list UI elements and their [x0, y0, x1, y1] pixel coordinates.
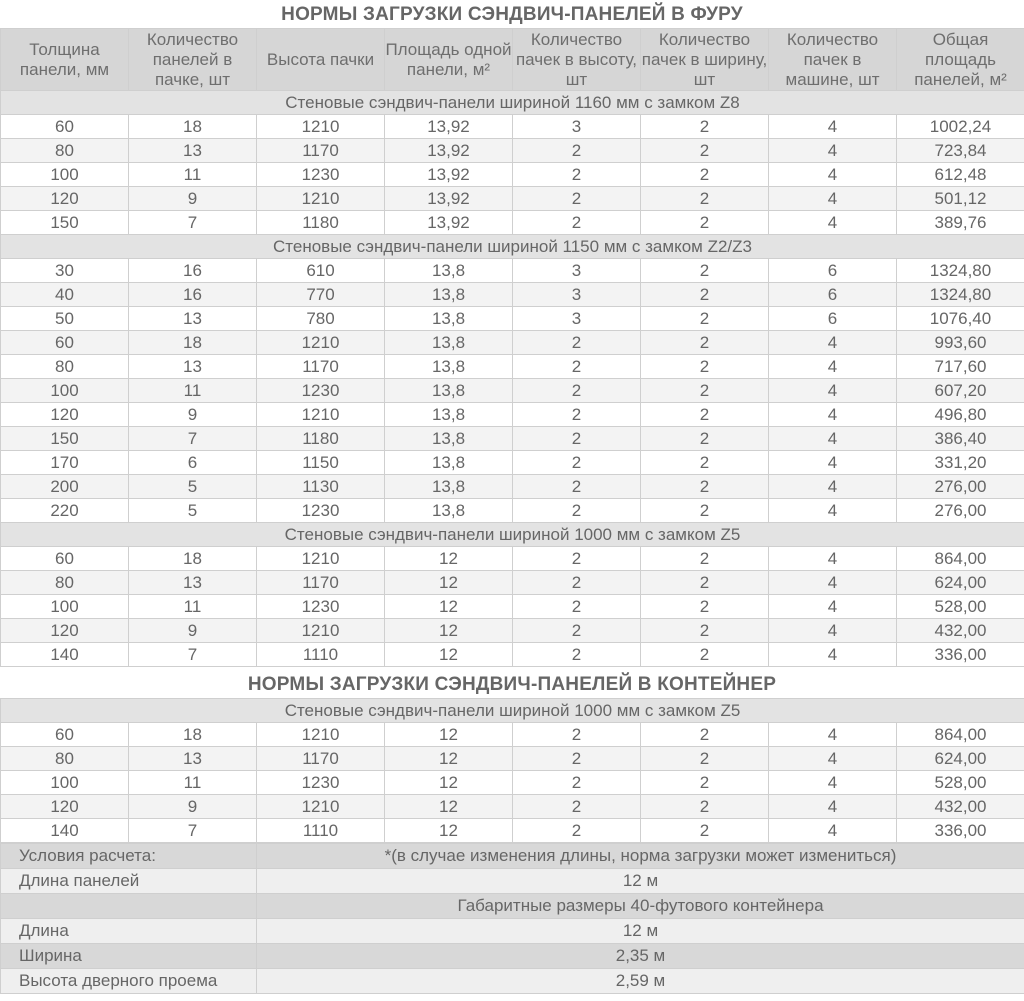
table-cell: 4: [769, 139, 897, 163]
table-cell: 2: [641, 595, 769, 619]
header-thickness: Толщина панели, мм: [1, 29, 129, 91]
table-cell: 4: [769, 427, 897, 451]
table-cell: 13,8: [385, 451, 513, 475]
header-row: [1, 29, 1024, 91]
section-title: Стеновые сэндвич-панели шириной 1000 мм с замком Z5: [1, 523, 1024, 547]
table-cell: 2: [513, 595, 641, 619]
table-cell: 2: [513, 475, 641, 499]
table-cell: 2: [513, 499, 641, 523]
table-cell: 16: [129, 259, 257, 283]
header-total-area: Общая площадь панелей, м²: [897, 29, 1024, 91]
table-cell: 723,84: [897, 139, 1024, 163]
conditions-row: [1, 894, 1024, 919]
table-cell: 624,00: [897, 571, 1024, 595]
table-cell: 3: [513, 307, 641, 331]
table-cell: 4: [769, 747, 897, 771]
conditions-row: [1, 869, 1024, 894]
table-cell: 2: [641, 259, 769, 283]
table-cell: 528,00: [897, 595, 1024, 619]
table-cell: 2: [513, 747, 641, 771]
table-cell: 1110: [257, 643, 385, 667]
table-cell: 1210: [257, 403, 385, 427]
condition-value: Габаритные размеры 40-футового контейнера: [257, 894, 1024, 919]
table-cell: 2: [641, 163, 769, 187]
table-cell: 1210: [257, 723, 385, 747]
table-cell: 4: [769, 819, 897, 843]
table-cell: 2: [513, 163, 641, 187]
table-cell: 13,92: [385, 139, 513, 163]
truck-table-row: [1, 643, 1024, 667]
table-cell: 80: [1, 747, 129, 771]
table-cell: 12: [385, 595, 513, 619]
table-cell: 170: [1, 451, 129, 475]
table-cell: 7: [129, 427, 257, 451]
table-cell: 2: [641, 115, 769, 139]
table-cell: 4: [769, 475, 897, 499]
table-cell: 276,00: [897, 475, 1024, 499]
table-cell: 2: [513, 643, 641, 667]
table-cell: 993,60: [897, 331, 1024, 355]
table-cell: 16: [129, 283, 257, 307]
table-cell: 1076,40: [897, 307, 1024, 331]
truck-table-row: [1, 427, 1024, 451]
table-cell: 1210: [257, 619, 385, 643]
table-cell: 1230: [257, 379, 385, 403]
table-cell: 2: [641, 451, 769, 475]
truck-table: [0, 28, 1024, 667]
truck-table-row: [1, 595, 1024, 619]
table-cell: 4: [769, 331, 897, 355]
table-cell: 12: [385, 643, 513, 667]
table-cell: 1150: [257, 451, 385, 475]
table-cell: 1324,80: [897, 283, 1024, 307]
table-cell: 12: [385, 547, 513, 571]
condition-label: Длина панелей: [1, 869, 257, 894]
table-cell: 18: [129, 331, 257, 355]
table-cell: 40: [1, 283, 129, 307]
table-cell: 3: [513, 115, 641, 139]
table-cell: 2: [641, 283, 769, 307]
truck-table-body: [1, 91, 1024, 667]
condition-value: 2,35 м: [257, 944, 1024, 969]
header-pack-height: Высота пачки: [257, 29, 385, 91]
table-cell: 150: [1, 211, 129, 235]
condition-label: [1, 894, 257, 919]
table-cell: 4: [769, 547, 897, 571]
table-cell: 12: [385, 795, 513, 819]
table-cell: 2: [513, 571, 641, 595]
section-row: [1, 91, 1024, 115]
table-cell: 2: [513, 331, 641, 355]
table-cell: 13,8: [385, 475, 513, 499]
table-cell: 528,00: [897, 771, 1024, 795]
table-cell: 1210: [257, 187, 385, 211]
table-cell: 5: [129, 475, 257, 499]
table-cell: 12: [385, 819, 513, 843]
table-cell: 2: [513, 379, 641, 403]
conditions-row: [1, 844, 1024, 869]
table-cell: 4: [769, 643, 897, 667]
table-cell: 2: [641, 771, 769, 795]
table-cell: 3: [513, 283, 641, 307]
conditions-row: [1, 944, 1024, 969]
table-cell: 60: [1, 723, 129, 747]
table-cell: 80: [1, 139, 129, 163]
truck-table-row: [1, 331, 1024, 355]
table-cell: 4: [769, 771, 897, 795]
table-cell: 276,00: [897, 499, 1024, 523]
table-cell: 1210: [257, 795, 385, 819]
table-cell: 4: [769, 163, 897, 187]
table-cell: 1130: [257, 475, 385, 499]
table-cell: 1324,80: [897, 259, 1024, 283]
table-cell: 2: [641, 307, 769, 331]
table-cell: 12: [385, 619, 513, 643]
table-cell: 1210: [257, 547, 385, 571]
table-cell: 13: [129, 355, 257, 379]
table-cell: 2: [641, 819, 769, 843]
table-cell: 2: [641, 795, 769, 819]
table-cell: 336,00: [897, 819, 1024, 843]
table-cell: 4: [769, 187, 897, 211]
section-row: [1, 523, 1024, 547]
table-cell: 13,92: [385, 115, 513, 139]
table-cell: 2: [641, 211, 769, 235]
table-cell: 150: [1, 427, 129, 451]
table-cell: 6: [769, 259, 897, 283]
table-cell: 60: [1, 547, 129, 571]
table-cell: 12: [385, 723, 513, 747]
table-cell: 7: [129, 643, 257, 667]
table-cell: 2: [641, 547, 769, 571]
table-cell: 1180: [257, 211, 385, 235]
container-table-row: [1, 747, 1024, 771]
table-cell: 780: [257, 307, 385, 331]
table-cell: 220: [1, 499, 129, 523]
truck-table-row: [1, 187, 1024, 211]
conditions-body: [1, 844, 1024, 994]
truck-title: НОРМЫ ЗАГРУЗКИ СЭНДВИЧ-ПАНЕЛЕЙ В ФУРУ: [0, 0, 1024, 28]
table-cell: 4: [769, 379, 897, 403]
truck-table-row: [1, 571, 1024, 595]
table-cell: 336,00: [897, 643, 1024, 667]
table-cell: 4: [769, 795, 897, 819]
table-cell: 1002,24: [897, 115, 1024, 139]
table-cell: 1230: [257, 771, 385, 795]
table-cell: 60: [1, 115, 129, 139]
section-title: Стеновые сэндвич-панели шириной 1000 мм с замком Z5: [1, 699, 1024, 723]
table-cell: 4: [769, 619, 897, 643]
table-cell: 607,20: [897, 379, 1024, 403]
table-cell: 4: [769, 723, 897, 747]
table-cell: 13,92: [385, 163, 513, 187]
table-cell: 4: [769, 451, 897, 475]
table-cell: 200: [1, 475, 129, 499]
table-cell: 80: [1, 571, 129, 595]
table-cell: 2: [513, 187, 641, 211]
truck-table-row: [1, 307, 1024, 331]
table-cell: 2: [641, 403, 769, 427]
truck-table-row: [1, 619, 1024, 643]
truck-table-row: [1, 499, 1024, 523]
truck-table-row: [1, 451, 1024, 475]
section-row: [1, 235, 1024, 259]
truck-table-row: [1, 547, 1024, 571]
table-cell: 80: [1, 355, 129, 379]
condition-value: 2,59 м: [257, 969, 1024, 994]
table-cell: 13,8: [385, 355, 513, 379]
container-title: НОРМЫ ЗАГРУЗКИ СЭНДВИЧ-ПАНЕЛЕЙ В КОНТЕЙНЕР: [0, 670, 1024, 698]
table-cell: 4: [769, 499, 897, 523]
table-cell: 1170: [257, 571, 385, 595]
table-cell: 13,8: [385, 283, 513, 307]
table-cell: 2: [513, 139, 641, 163]
conditions-row: [1, 969, 1024, 994]
table-cell: 2: [513, 723, 641, 747]
table-cell: 2: [641, 331, 769, 355]
table-cell: 4: [769, 355, 897, 379]
table-cell: 7: [129, 819, 257, 843]
table-cell: 1230: [257, 595, 385, 619]
table-cell: 13,8: [385, 499, 513, 523]
table-cell: 2: [641, 723, 769, 747]
container-table-row: [1, 723, 1024, 747]
table-cell: 6: [769, 283, 897, 307]
table-cell: 12: [385, 747, 513, 771]
table-cell: 30: [1, 259, 129, 283]
table-cell: 1230: [257, 499, 385, 523]
table-cell: 624,00: [897, 747, 1024, 771]
truck-table-row: [1, 283, 1024, 307]
header-packs-wide: Количество пачек в ширину, шт: [641, 29, 768, 89]
container-table-row: [1, 819, 1024, 843]
table-cell: 612,48: [897, 163, 1024, 187]
table-cell: 1170: [257, 747, 385, 771]
table-cell: 13,8: [385, 307, 513, 331]
header-panel-area: Площадь одной панели, м²: [385, 29, 513, 91]
table-cell: 4: [769, 595, 897, 619]
table-cell: 501,12: [897, 187, 1024, 211]
table-cell: 13,92: [385, 187, 513, 211]
table-cell: 2: [513, 771, 641, 795]
table-cell: 2: [641, 427, 769, 451]
table-cell: 100: [1, 595, 129, 619]
table-cell: 13: [129, 139, 257, 163]
table-cell: 9: [129, 403, 257, 427]
table-cell: 4: [769, 571, 897, 595]
table-cell: 140: [1, 819, 129, 843]
table-cell: 6: [129, 451, 257, 475]
table-cell: 610: [257, 259, 385, 283]
table-cell: 331,20: [897, 451, 1024, 475]
conditions-table: [0, 843, 1024, 994]
truck-table-row: [1, 379, 1024, 403]
table-cell: 120: [1, 619, 129, 643]
section-title: Стеновые сэндвич-панели шириной 1150 мм с замком Z2/Z3: [1, 235, 1024, 259]
truck-table-row: [1, 163, 1024, 187]
table-cell: 13: [129, 571, 257, 595]
table-cell: 6: [769, 307, 897, 331]
table-cell: 2: [513, 451, 641, 475]
table-cell: 13,8: [385, 331, 513, 355]
table-cell: 2: [641, 355, 769, 379]
table-cell: 2: [513, 819, 641, 843]
condition-label: Условия расчета:: [1, 844, 257, 869]
table-cell: 140: [1, 643, 129, 667]
table-cell: 2: [641, 747, 769, 771]
truck-table-row: [1, 139, 1024, 163]
table-cell: 12: [385, 571, 513, 595]
table-cell: 2: [641, 571, 769, 595]
table-cell: 13,8: [385, 403, 513, 427]
truck-table-row: [1, 211, 1024, 235]
table-cell: 432,00: [897, 795, 1024, 819]
condition-value: 12 м: [257, 919, 1024, 944]
table-cell: 2: [513, 355, 641, 379]
container-table: [0, 698, 1024, 843]
table-cell: 50: [1, 307, 129, 331]
table-cell: 2: [641, 139, 769, 163]
truck-table-row: [1, 115, 1024, 139]
table-cell: 864,00: [897, 547, 1024, 571]
container-table-row: [1, 795, 1024, 819]
section-row: [1, 699, 1024, 723]
table-cell: 2: [513, 427, 641, 451]
table-cell: 13,8: [385, 427, 513, 451]
section-title: Стеновые сэндвич-панели шириной 1160 мм с замком Z8: [1, 91, 1024, 115]
table-cell: 120: [1, 403, 129, 427]
condition-value: 12 м: [257, 869, 1024, 894]
container-table-row: [1, 771, 1024, 795]
table-cell: 7: [129, 211, 257, 235]
table-cell: 2: [641, 643, 769, 667]
table-cell: 4: [769, 403, 897, 427]
table-cell: 1170: [257, 139, 385, 163]
truck-table-row: [1, 475, 1024, 499]
table-cell: 13: [129, 307, 257, 331]
table-cell: 9: [129, 619, 257, 643]
condition-label: Высота дверного проема: [1, 969, 257, 994]
table-cell: 2: [641, 619, 769, 643]
table-cell: 2: [513, 211, 641, 235]
table-cell: 770: [257, 283, 385, 307]
table-cell: 2: [641, 379, 769, 403]
table-cell: 717,60: [897, 355, 1024, 379]
truck-table-row: [1, 355, 1024, 379]
table-cell: 13,8: [385, 379, 513, 403]
table-cell: 2: [641, 499, 769, 523]
conditions-row: [1, 919, 1024, 944]
condition-value: *(в случае изменения длины, норма загрузки может измениться): [257, 844, 1024, 869]
table-cell: 120: [1, 795, 129, 819]
table-cell: 2: [513, 619, 641, 643]
table-cell: 18: [129, 547, 257, 571]
header-packs-in-truck: Количество пачек в машине, шт: [769, 29, 897, 91]
table-cell: 9: [129, 795, 257, 819]
table-cell: 18: [129, 723, 257, 747]
table-cell: 1210: [257, 115, 385, 139]
table-cell: 11: [129, 771, 257, 795]
table-cell: 100: [1, 771, 129, 795]
table-cell: 18: [129, 115, 257, 139]
condition-label: Ширина: [1, 944, 257, 969]
table-cell: 432,00: [897, 619, 1024, 643]
table-cell: 1170: [257, 355, 385, 379]
table-cell: 11: [129, 163, 257, 187]
table-cell: 11: [129, 595, 257, 619]
table-cell: 386,40: [897, 427, 1024, 451]
table-cell: 496,80: [897, 403, 1024, 427]
table-cell: 2: [513, 403, 641, 427]
table-cell: 1110: [257, 819, 385, 843]
table-cell: 120: [1, 187, 129, 211]
table-cell: 1230: [257, 163, 385, 187]
table-cell: 2: [641, 475, 769, 499]
table-cell: 12: [385, 771, 513, 795]
table-cell: 13,8: [385, 259, 513, 283]
table-cell: 13: [129, 747, 257, 771]
header-packs-high: Количество пачек в высоту, шт: [513, 29, 641, 91]
table-cell: 13,92: [385, 211, 513, 235]
table-cell: 4: [769, 211, 897, 235]
header-panels-per-pack: Количество панелей в пачке, шт: [129, 29, 257, 91]
container-table-body: [1, 699, 1024, 843]
table-cell: 60: [1, 331, 129, 355]
table-cell: 864,00: [897, 723, 1024, 747]
truck-table-row: [1, 403, 1024, 427]
table-cell: 3: [513, 259, 641, 283]
table-cell: 1180: [257, 427, 385, 451]
table-cell: 100: [1, 163, 129, 187]
table-cell: 2: [513, 795, 641, 819]
table-cell: 2: [641, 187, 769, 211]
table-cell: 100: [1, 379, 129, 403]
table-cell: 4: [769, 115, 897, 139]
table-cell: 11: [129, 379, 257, 403]
condition-label: Длина: [1, 919, 257, 944]
truck-table-row: [1, 259, 1024, 283]
table-cell: 9: [129, 187, 257, 211]
table-cell: 1210: [257, 331, 385, 355]
table-cell: 389,76: [897, 211, 1024, 235]
table-cell: 5: [129, 499, 257, 523]
table-cell: 2: [513, 547, 641, 571]
